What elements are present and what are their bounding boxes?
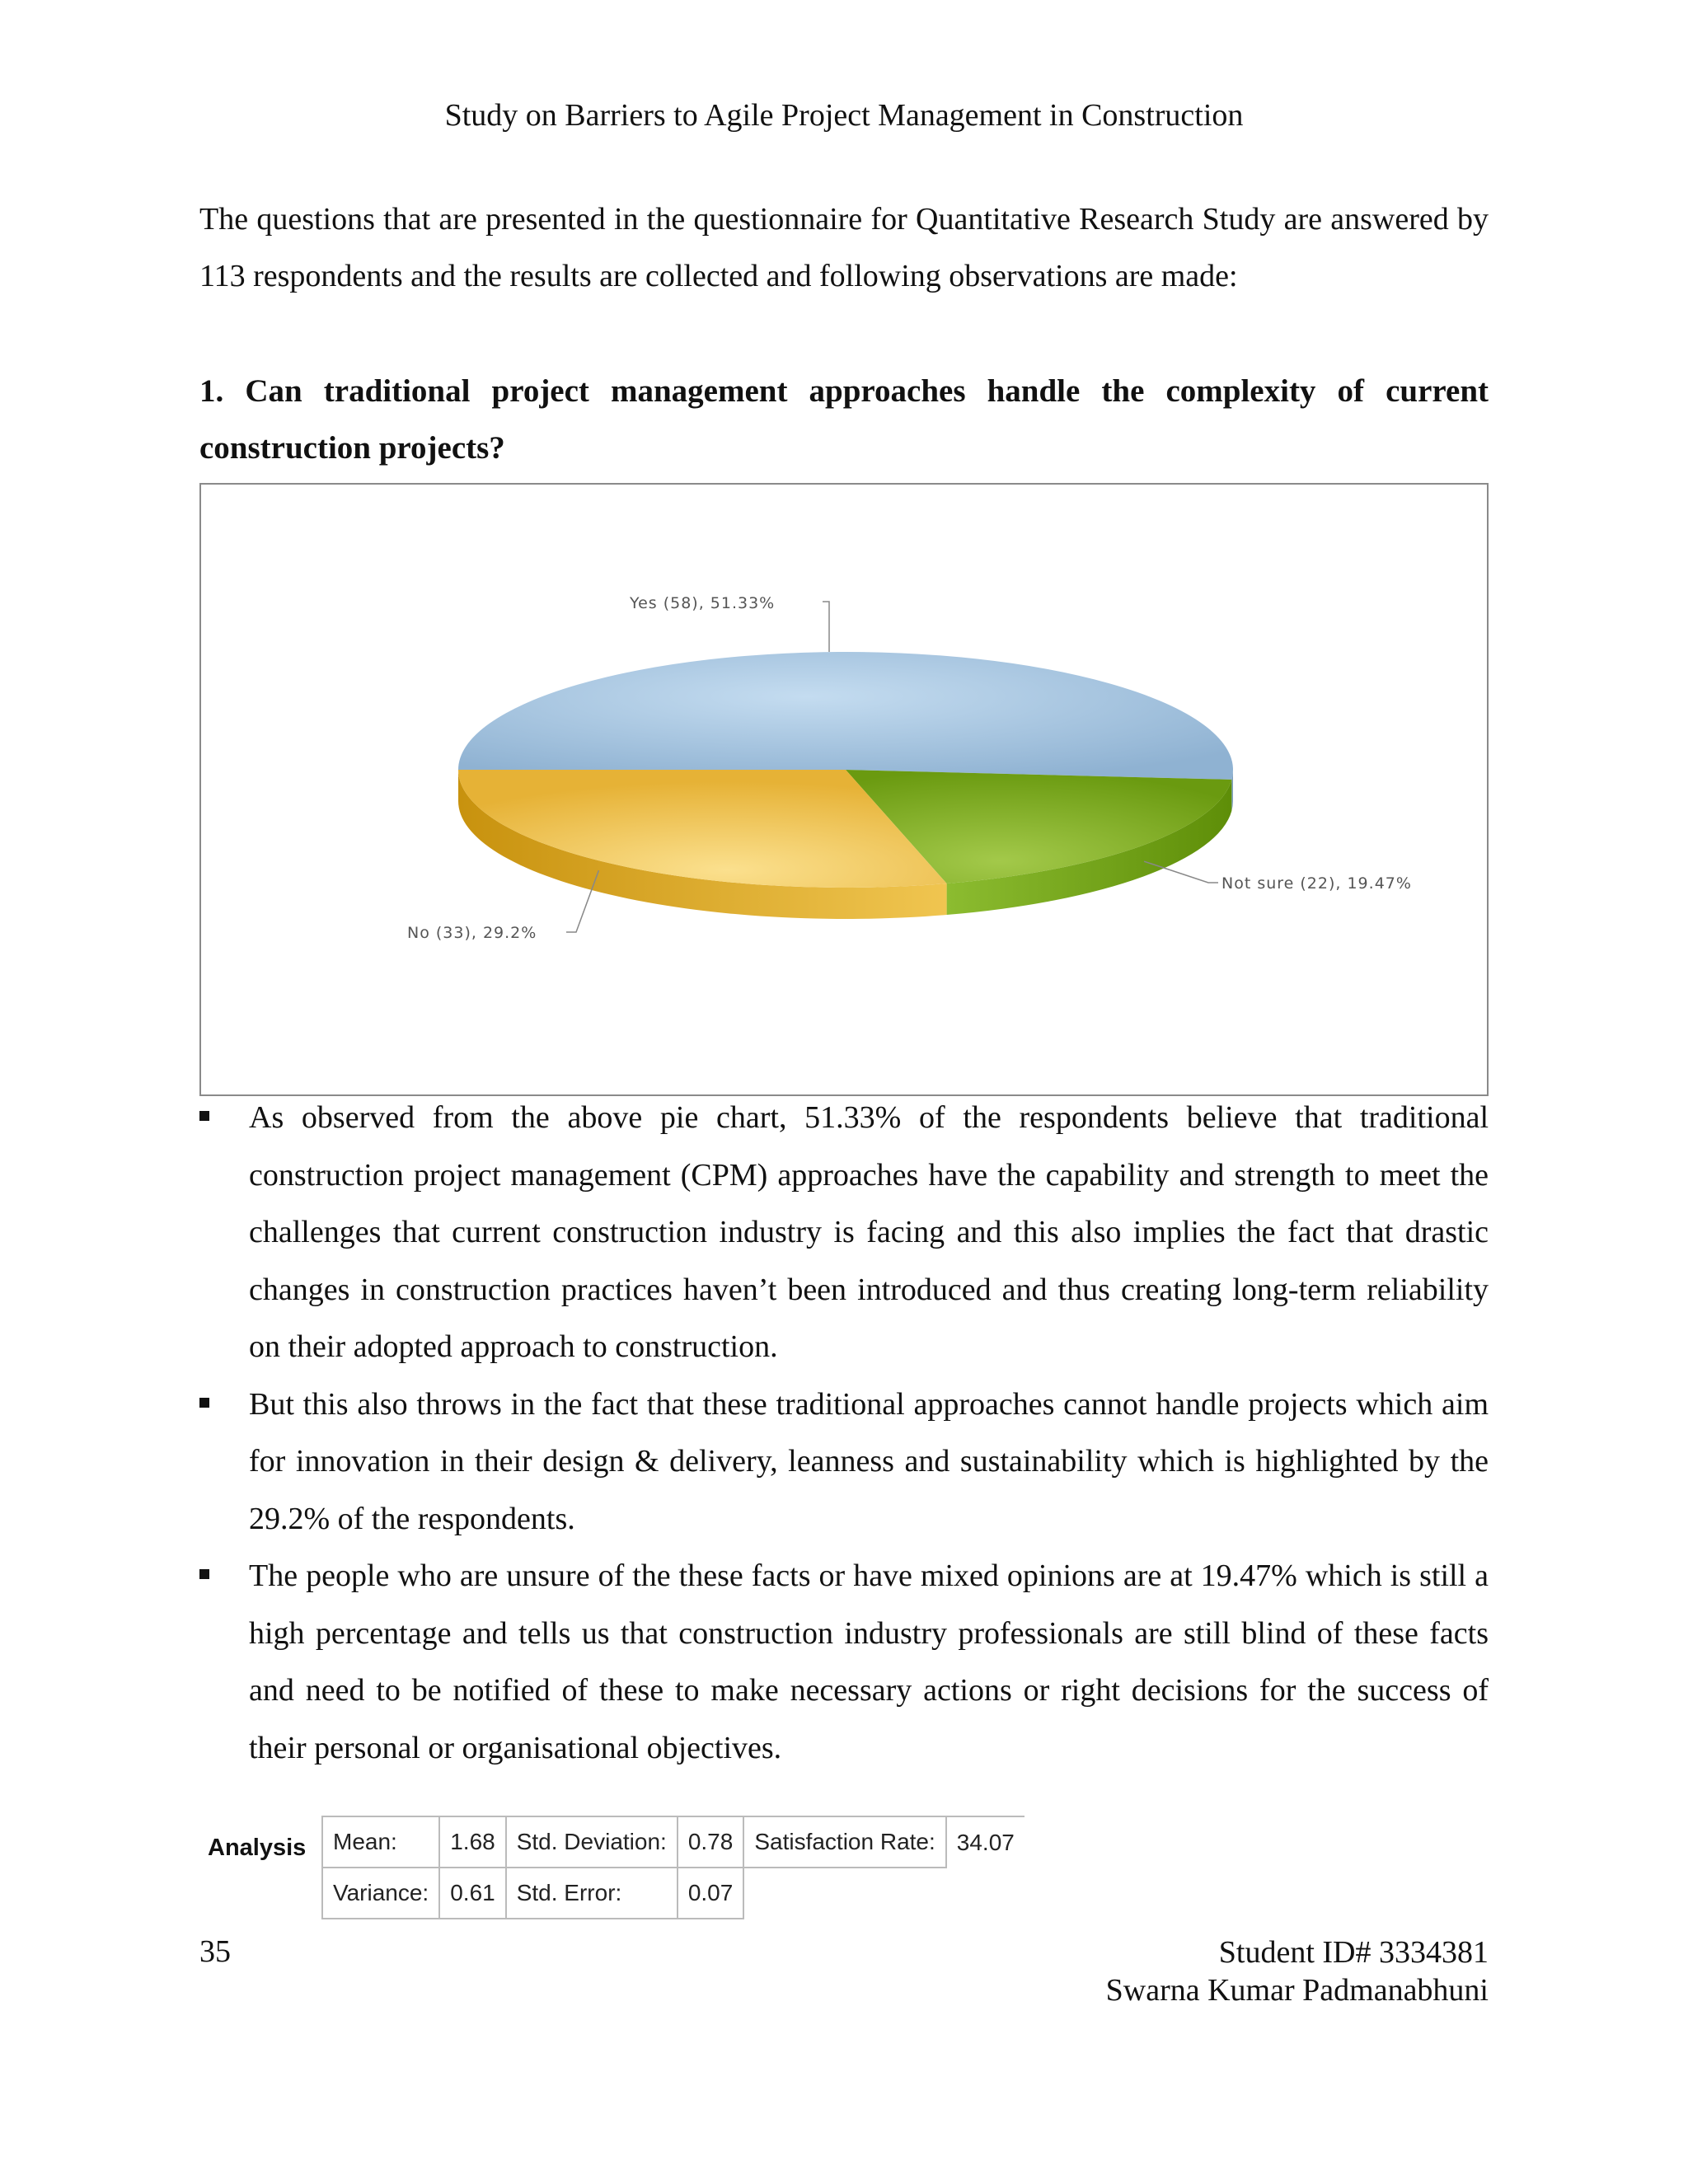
table-row	[322, 1816, 1025, 1868]
variance-label: Variance:	[322, 1868, 439, 1919]
question-heading: 1. Can traditional project management approaches handle the complexity of current construction projects?	[199, 373, 1489, 466]
footer-author-block	[1106, 1933, 1489, 2009]
pie-slice-yes	[458, 652, 1233, 780]
list-item	[199, 1376, 1489, 1549]
pie-label-not-sure: Not sure (22), 19.47%	[1221, 874, 1412, 893]
mean-value: 1.68	[439, 1816, 506, 1868]
running-header: Study on Barriers to Agile Project Management in Construction	[444, 98, 1244, 133]
analysis-label: Analysis	[208, 1835, 307, 1861]
author-name: Swarna Kumar Padmanabhuni	[1105, 1973, 1489, 2008]
square-bullet-icon	[199, 1398, 209, 1408]
table-row	[322, 1868, 1025, 1919]
intro-paragraph: The questions that are presented in the questionnaire for Quantitative Research Study are answered by 113 respondents and the results are collected and following observations are made:	[199, 202, 1489, 293]
variance-value: 0.61	[439, 1868, 506, 1919]
pie-chart	[201, 485, 1487, 1094]
std-error-value: 0.07	[678, 1868, 744, 1919]
mean-label: Mean:	[322, 1816, 439, 1868]
square-bullet-icon	[199, 1569, 209, 1579]
satisfaction-rate-label: Satisfaction Rate:	[743, 1816, 945, 1868]
pie-label-no: No (33), 29.2%	[407, 924, 537, 942]
leader-line-yes	[823, 602, 829, 652]
std-deviation-label: Std. Deviation:	[506, 1816, 678, 1868]
square-bullet-icon	[199, 1111, 209, 1121]
observation-list	[199, 1090, 1489, 1777]
list-item	[199, 1090, 1489, 1376]
bullet-text: As observed from the above pie chart, 51.33% of the respondents believe that traditional construction project management (CPM) approaches have the capability and strength to meet the challenges that current construction industry is facing and this also implies the fact that drastic changes in construction practices haven’t been introduced and thus creating long-term reliability on their adopted approach to construction.	[249, 1100, 1489, 1364]
bullet-text: The people who are unsure of the these facts or have mixed opinions are at 19.47% which is still a high percentage and tells us that construction industry professionals are still blind of these facts and need to be notified of these to make necessary actions or right decisions for the success of their personal or organisational objectives.	[249, 1558, 1489, 1765]
list-item	[199, 1548, 1489, 1777]
pie-chart-frame	[199, 483, 1489, 1096]
pie-label-yes: Yes (58), 51.33%	[630, 594, 776, 612]
std-error-label: Std. Error:	[506, 1868, 678, 1919]
page-number: 35	[199, 1934, 231, 1969]
analysis-table	[321, 1816, 1025, 1919]
satisfaction-rate-value: 34.07	[946, 1816, 1025, 1868]
std-deviation-value: 0.78	[678, 1816, 744, 1868]
student-id: Student ID# 3334381	[1218, 1935, 1489, 1970]
leader-line-not-sure	[1144, 861, 1218, 883]
bullet-text: But this also throws in the fact that these traditional approaches cannot handle projects which aim for innovation in their design & delivery, leanness and sustainability which is highlighted by the 29.2% of the respondents.	[249, 1386, 1489, 1536]
